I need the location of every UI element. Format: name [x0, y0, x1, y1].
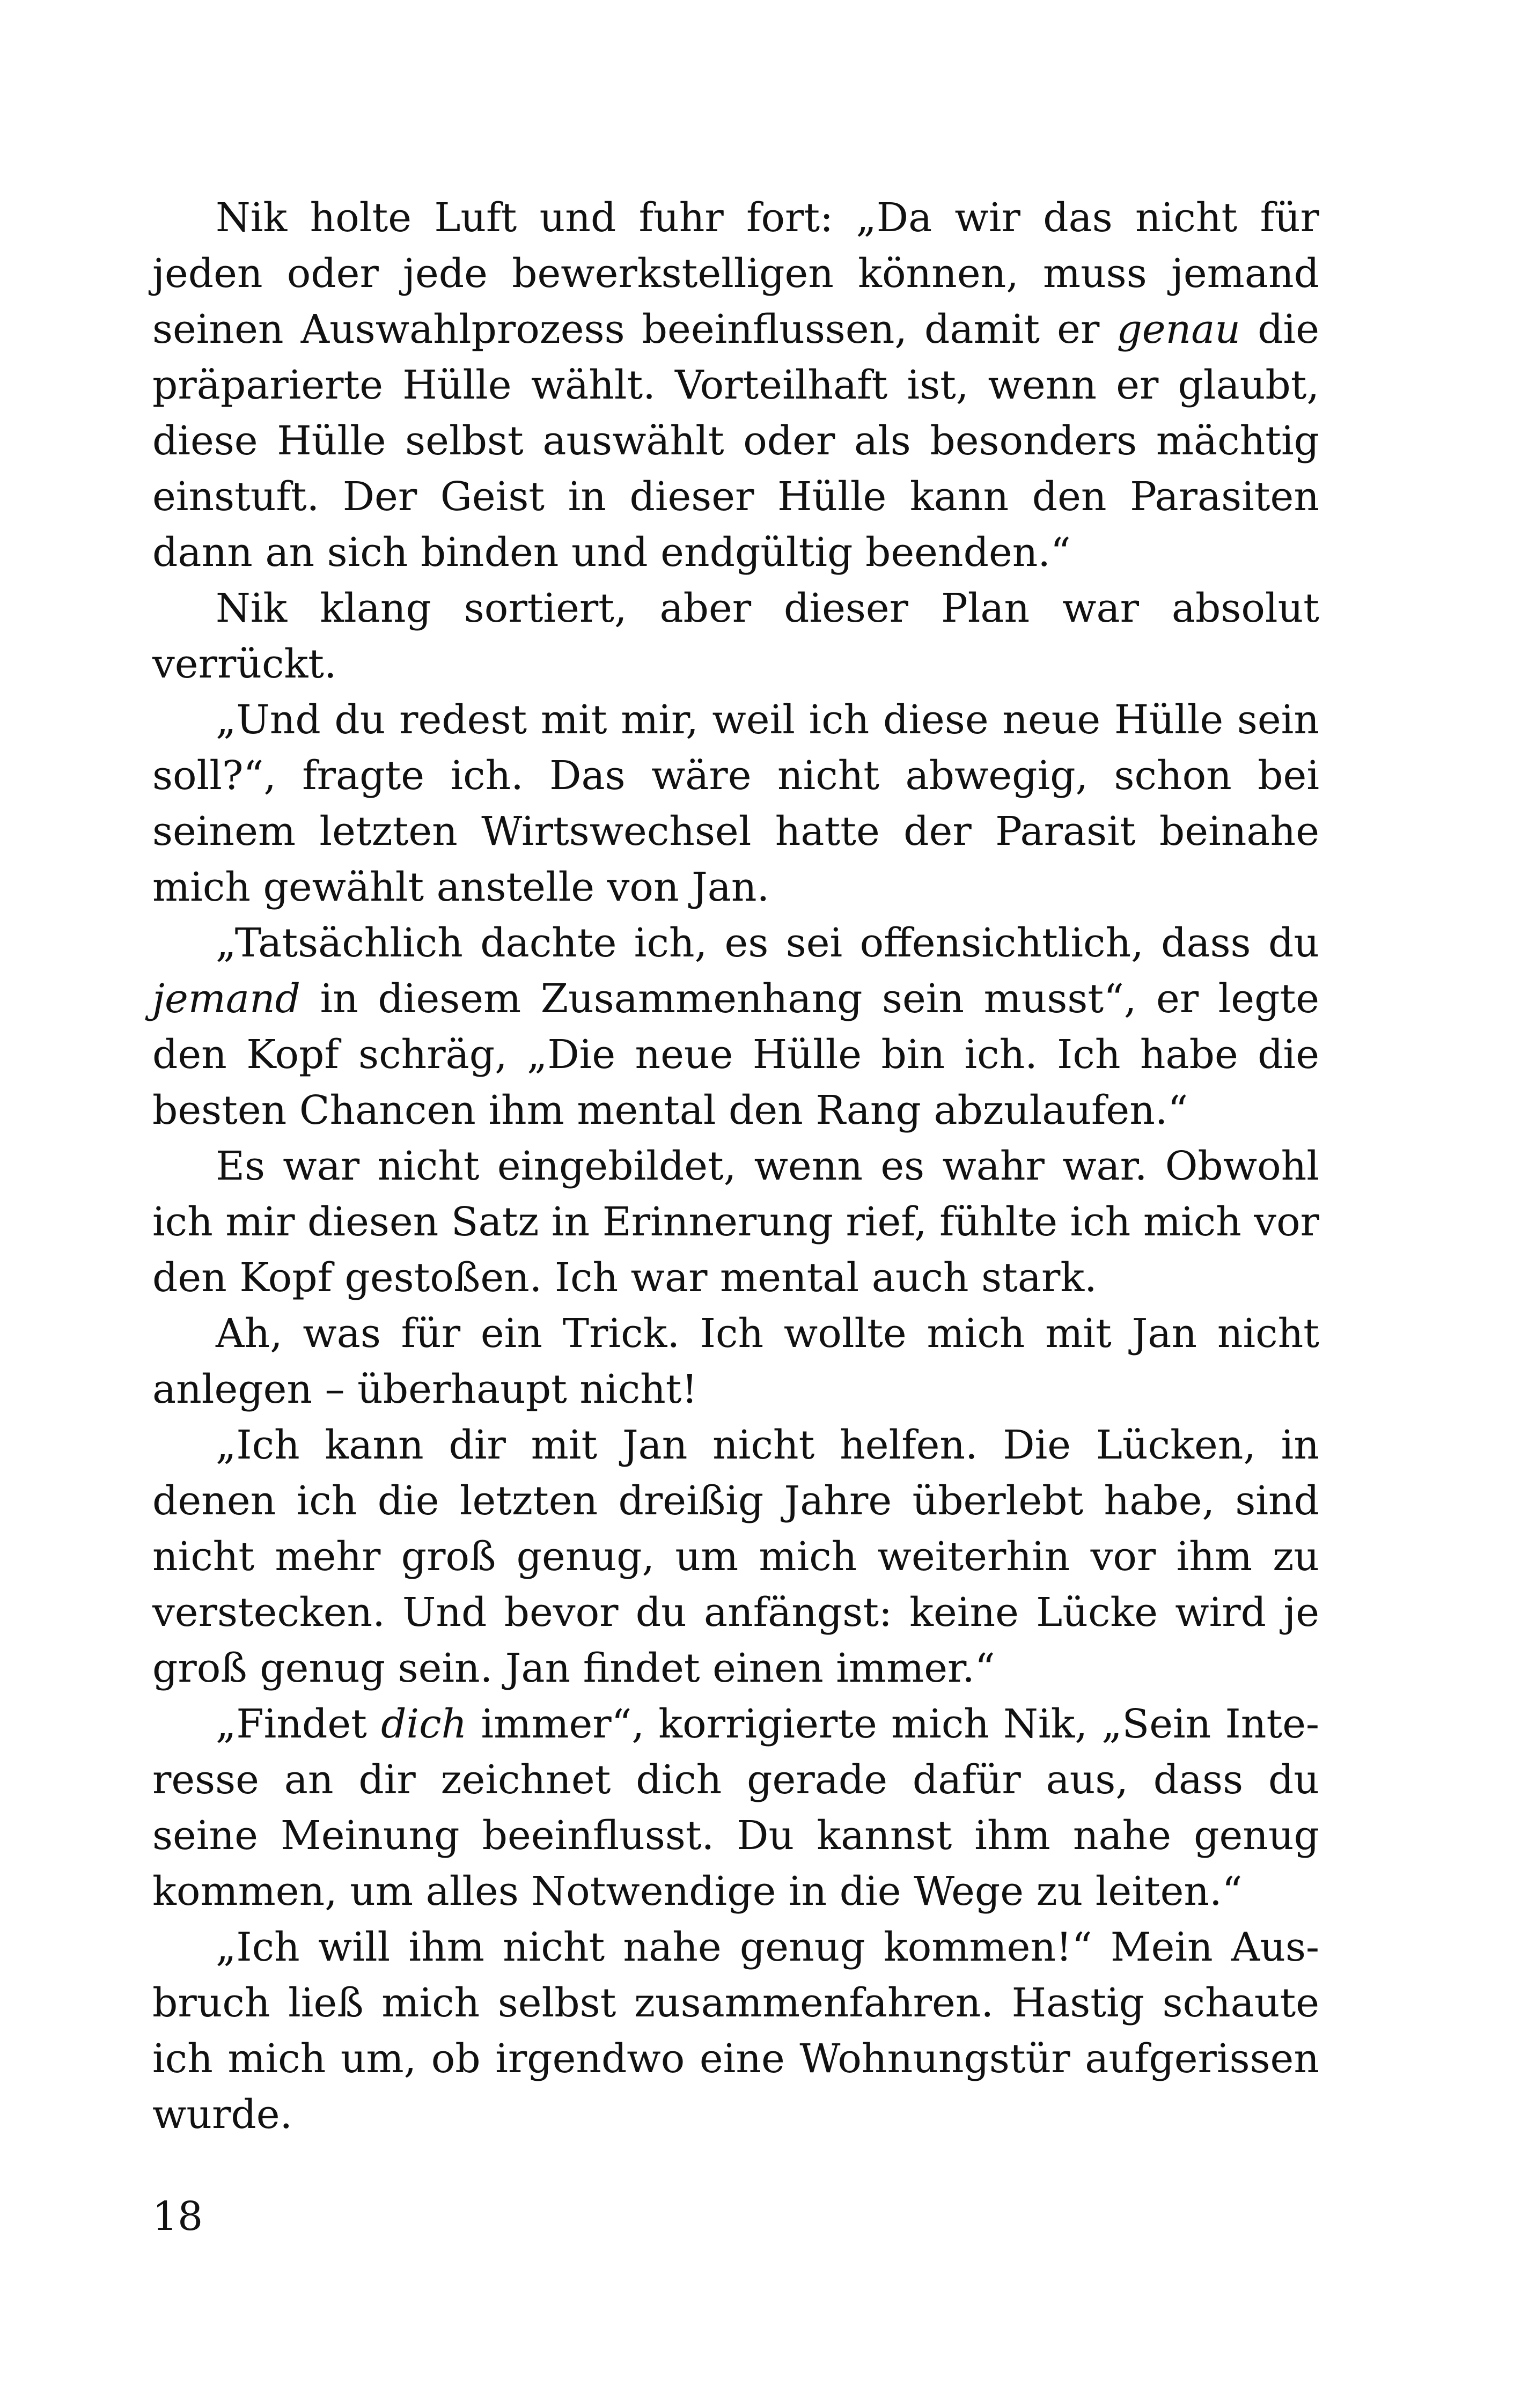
- paragraph-4: „Tatsächlich dachte ich, es sei offensichtlich, dass du jemand in diesem Zusammenhang sein musst“, er legte den Kopf schräg, „Die neue Hülle bin ich. Ich habe die besten Chancen ihm mental den Rang abzulaufen.“: [152, 920, 1319, 1133]
- paragraph-8: „Findet dich immer“, korrigierte mich Nik, „Sein Interesse an dir zeichnet dich gerade dafür aus, dass du seine Meinung beeinflusst. Du kannst ihm nahe genug kommen, um alles Notwendige in die Wege zu leiten.“: [152, 1701, 1319, 1914]
- paragraph-9: „Ich will ihm nicht nahe genug kommen!“ Mein Ausbruch ließ mich selbst zusammenfahren. Hastig schaute ich mich um, ob irgendwo eine Wohnungstür aufgerissen wurde.: [152, 1924, 1319, 2138]
- paragraph-3: „Und du redest mit mir, weil ich diese neue Hülle sein soll?“, fragte ich. Das wäre nicht abwegig, schon bei seinem letzten Wirtswechsel hatte der Parasit beinahe mich gewählt anstelle von Jan.: [152, 697, 1319, 910]
- emphasis-dich: dich: [381, 1701, 467, 1747]
- body-text: [152, 190, 1319, 2142]
- page-number: 18: [152, 2193, 203, 2240]
- emphasis-genau: genau: [1116, 306, 1241, 352]
- paragraph-5: Es war nicht eingebildet, wenn es wahr war. Obwohl ich mir diesen Satz in Erinnerung rief, fühlte ich mich vor den Kopf gestoßen. Ich war mental auch stark.: [152, 1143, 1320, 1301]
- paragraph-1: Nik holte Luft und fuhr fort: „Da wir das nicht für jeden oder jede bewerkstelligen können, muss jemand seinen Auswahlprozess beeinflussen, damit er genau die präparierte Hülle wählt. Vorteilhaft ist, wenn er glaubt, diese Hülle selbst auswählt oder als besonders mächtig einstuft. Der Geist in dieser Hülle kann den Parasiten dann an sich binden und endgültig beenden.“: [152, 195, 1319, 576]
- paragraph-2: Nik klang sortiert, aber dieser Plan war absolut verrückt.: [152, 585, 1319, 687]
- emphasis-jemand: jemand: [152, 976, 301, 1022]
- paragraph-7: „Ich kann dir mit Jan nicht helfen. Die Lücken, in denen ich die letzten dreißig Jahre überlebt habe, sind nicht mehr groß genug, um mich weiterhin vor ihm zu verstecken. Und bevor du anfängst: keine Lücke wird je groß genug sein. Jan findet einen immer.“: [152, 1422, 1319, 1691]
- paragraph-6: Ah, was für ein Trick. Ich wollte mich mit Jan nicht anlegen – überhaupt nicht!: [152, 1310, 1319, 1412]
